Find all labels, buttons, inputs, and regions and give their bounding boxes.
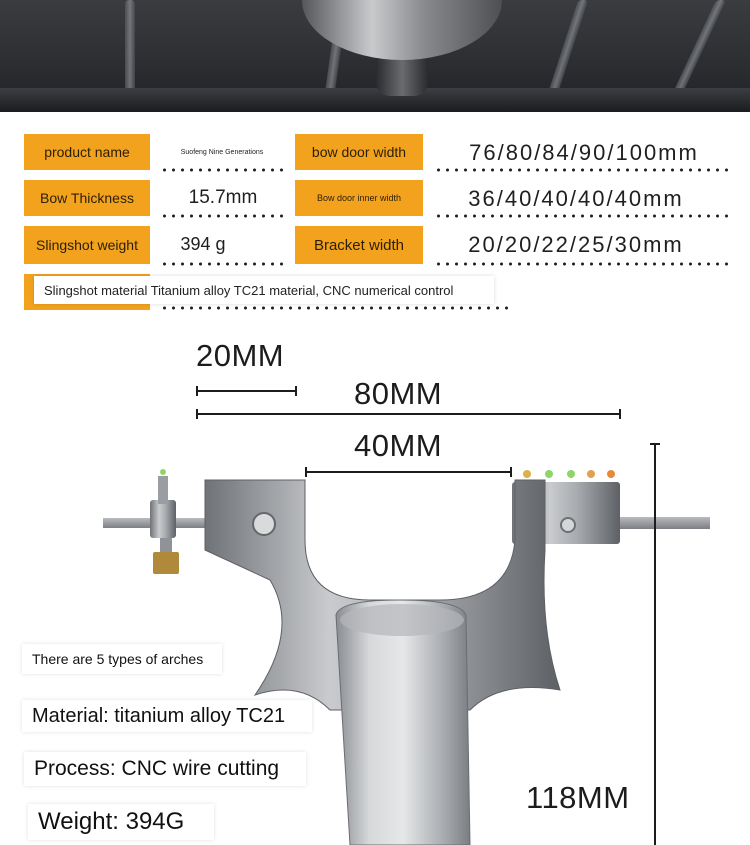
spec-value-product-name: Suofeng Nine Generations xyxy=(180,148,264,156)
knob-stem xyxy=(160,538,172,552)
dimension-118mm: 118MM xyxy=(526,780,630,815)
dotted-divider xyxy=(434,262,730,266)
dotted-divider xyxy=(160,262,286,266)
left-sight-clamp xyxy=(150,500,176,538)
dimension-line-118mm xyxy=(654,443,656,845)
dimension-20mm: 20MM xyxy=(196,338,285,373)
spec-value-slingshot-weight: 394 g xyxy=(180,233,226,254)
spec-label-slingshot-weight: Slingshot weight xyxy=(24,226,150,264)
top-product-photo xyxy=(0,0,750,112)
left-sight-post xyxy=(158,476,168,504)
dimension-line-20mm xyxy=(196,390,297,392)
spec-label-bow-door-inner-width: Bow door inner width xyxy=(295,180,423,216)
dimension-line-80mm xyxy=(196,413,621,415)
fiber-sight-dot xyxy=(523,470,531,478)
spec-value-bow-door-width: 76/80/84/90/100mm xyxy=(469,140,699,165)
dotted-divider xyxy=(160,168,286,172)
handle-top-cap xyxy=(340,604,464,636)
spec-label-bow-thickness: Bow Thickness xyxy=(24,180,150,216)
photo-ledge xyxy=(0,88,750,112)
dotted-divider xyxy=(160,306,512,310)
material-description: Slingshot material Titanium alloy TC21 material, CNC numerical control xyxy=(34,276,494,304)
left-fiber-sight xyxy=(160,469,166,475)
sight-screw xyxy=(561,518,575,532)
dotted-divider xyxy=(160,214,286,218)
spec-value-bow-thickness: 15.7mm xyxy=(188,187,258,208)
caption-weight: Weight: 394G xyxy=(28,804,214,840)
brass-knob xyxy=(153,552,179,574)
dimension-40mm: 40MM xyxy=(354,428,443,463)
dotted-divider xyxy=(434,214,730,218)
fiber-sight-dot xyxy=(587,470,595,478)
caption-process: Process: CNC wire cutting xyxy=(24,752,306,786)
slingshot-handle xyxy=(336,600,470,845)
dimension-80mm: 80MM xyxy=(354,376,443,411)
spec-label-product-name: product name xyxy=(24,134,150,170)
caption-material: Material: titanium alloy TC21 xyxy=(22,700,312,732)
spec-value-bracket-width: 20/20/22/25/30mm xyxy=(468,232,684,257)
spec-label-bracket-width: Bracket width xyxy=(295,226,423,264)
frame-screw xyxy=(253,513,275,535)
spec-value-bow-door-inner-width: 36/40/40/40/40mm xyxy=(468,186,684,211)
fiber-sight-dot xyxy=(607,470,615,478)
caption-arches: There are 5 types of arches xyxy=(22,644,222,674)
fiber-sight-dot xyxy=(567,470,575,478)
fiber-sight-dot xyxy=(545,470,553,478)
spec-label-bow-door-width: bow door width xyxy=(295,134,423,170)
dimension-line-40mm xyxy=(305,471,512,473)
dotted-divider xyxy=(434,168,730,172)
photo-cone-tip xyxy=(376,58,428,96)
